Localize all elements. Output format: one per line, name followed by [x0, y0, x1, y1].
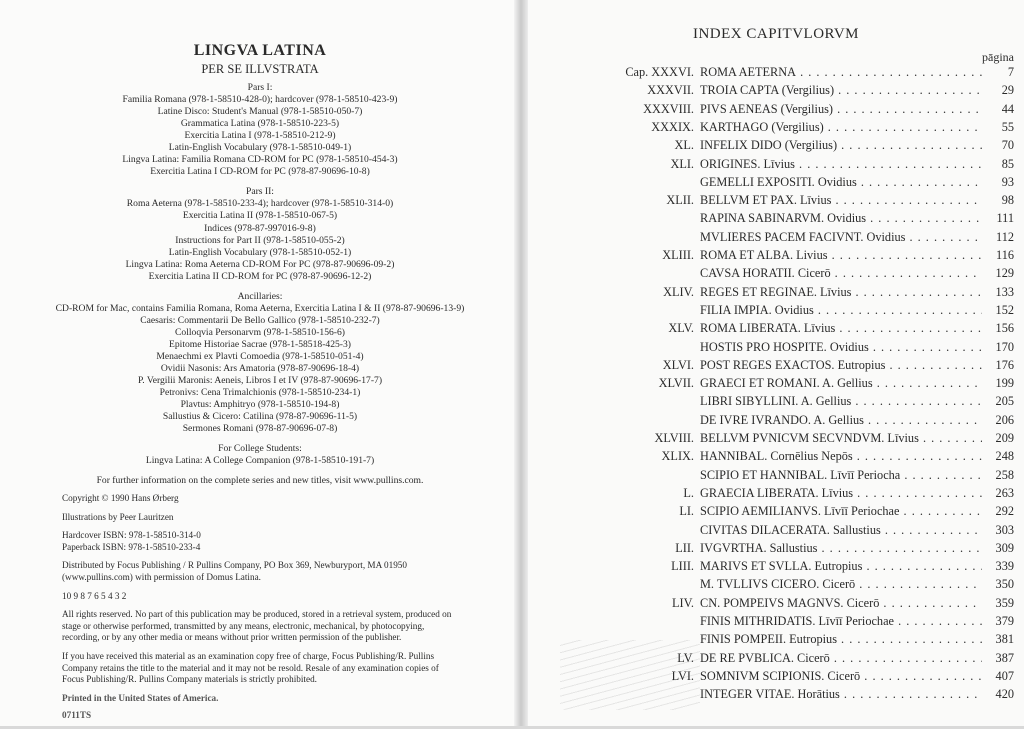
chapter-page: 206 — [995, 412, 1014, 427]
index-row — [528, 285, 1024, 305]
catalog-gap — [0, 283, 520, 291]
index-row — [528, 230, 1024, 250]
chapter-page: 199 — [995, 376, 1014, 391]
catalog-line: Lingva Latina: A College Companion (978-1-58510-191-7) — [145, 455, 375, 467]
catalog-gap — [0, 178, 520, 186]
catalog-line: Instructions for Part II (978-1-58510-055-2) — [175, 234, 345, 246]
chapter-title: FILIA IMPIA. Ovidius . . . — [700, 303, 982, 318]
index-row — [528, 102, 1024, 122]
catalog-line: Exercitia Latina II (978-1-58510-067-5) — [182, 210, 338, 222]
catalog-gap — [0, 435, 520, 443]
chapter-number: LV. — [677, 650, 694, 665]
index-row — [528, 614, 1024, 634]
index-row — [528, 394, 1024, 414]
chapter-number: Cap. XXXVI. — [625, 65, 694, 79]
chapter-page: 29 — [1001, 83, 1014, 98]
chapter-number: XLIII. — [662, 248, 694, 262]
index-row — [528, 577, 1024, 597]
chapter-title: GRAECIA LIBERATA. Līvius . . . — [700, 486, 982, 501]
chapter-title: DE RE PVBLICA. Cicerō . . . — [700, 651, 982, 666]
chapter-title: ROMA LIBERATA. Līvius . . . — [700, 321, 982, 336]
catalog-line: Familia Romana (978-1-58510-428-0); hardcover (978-1-58510-423-9) — [122, 94, 398, 106]
catalog-line: Exercitia Latina II CD-ROM for PC (978-87-90696-12-2) — [148, 270, 372, 282]
chapter-number: XLIX. — [661, 449, 694, 464]
catalog-line: Exercitia Latina I CD-ROM for PC (978-87-90696-10-8) — [150, 166, 370, 178]
chapter-page: 258 — [995, 467, 1014, 482]
chapter-number: XLVII. — [658, 376, 694, 391]
chapter-title: FINIS POMPEII. Eutropius . . . — [700, 632, 982, 647]
chapter-page: 156 — [995, 321, 1014, 336]
chapter-title: POST REGES EXACTOS. Eutropius . . . — [700, 358, 982, 373]
illustrations-line: Illustrations by Peer Lauritzen — [62, 511, 174, 522]
catalog-line: Pars II: — [246, 186, 274, 198]
chapter-page: 85 — [1001, 156, 1014, 171]
index-row — [528, 65, 1024, 85]
chapter-page: 359 — [995, 595, 1014, 610]
chapter-title: SCIPIO ET HANNIBAL. Līvīī Periocha . . . — [700, 468, 982, 483]
chapter-page: 209 — [995, 431, 1014, 445]
catalog-line: Pars I: — [247, 82, 273, 93]
chapter-page: 112 — [996, 229, 1014, 244]
catalog-line: Latin-English Vocabulary (978-1-58510-052-1) — [168, 246, 352, 258]
chapter-page: 111 — [996, 211, 1014, 226]
catalog-line: Petronivs: Cena Trimalchionis (978-1-58510-234-1) — [159, 387, 361, 399]
chapter-number: XXXVII. — [647, 83, 694, 98]
catalog-list — [0, 82, 520, 487]
series-subtitle: PER SE ILLVSTRATA — [201, 62, 319, 76]
index-row — [528, 321, 1024, 341]
index-row — [528, 157, 1024, 177]
index-row — [528, 596, 1024, 616]
catalog-line: For College Students: — [218, 443, 302, 455]
chapter-page: 303 — [995, 522, 1014, 537]
chapter-number: LII. — [675, 540, 694, 555]
catalog-line: Colloqvia Personarvm (978-1-58510-156-6) — [175, 326, 345, 338]
chapter-title: FINIS MITHRIDATIS. Līvīī Periochae . . . — [700, 614, 982, 629]
chapter-page: 309 — [995, 540, 1014, 555]
isbn-hardcover: Hardcover ISBN: 978-1-58510-314-0 — [62, 530, 201, 541]
chapter-title: ORIGINES. Līvius . . . — [700, 157, 982, 172]
chapter-title: TROIA CAPTA (Vergilius) . . . — [700, 83, 982, 98]
chapter-page: 339 — [995, 559, 1014, 574]
catalog-line: Latine Disco: Student's Manual (978-1-58510-050-7) — [157, 106, 363, 118]
catalog-line: Indices (978-87-997016-9-8) — [204, 222, 316, 234]
index-row — [528, 413, 1024, 433]
index-row — [528, 449, 1024, 469]
index-row — [528, 468, 1024, 488]
chapter-page: 44 — [1001, 101, 1014, 116]
index-row — [528, 376, 1024, 396]
chapter-title: ROMA AETERNA . . . — [700, 65, 982, 80]
index-row — [528, 138, 1024, 158]
catalog-line: Caesaris: Commentarii De Bello Gallico (978-1-58510-232-7) — [140, 314, 380, 326]
chapter-page: 407 — [995, 668, 1014, 683]
index-row — [528, 193, 1024, 213]
chapter-page: 420 — [995, 687, 1014, 702]
chapter-page: 170 — [995, 339, 1014, 354]
index-row — [528, 486, 1024, 506]
catalog-line: Plavtus: Amphitryo (978-1-58510-194-8) — [180, 399, 340, 411]
chapter-title: INTEGER VITAE. Horātius . . . — [700, 687, 982, 702]
catalog-line: Grammatica Latina (978-1-58510-223-5) — [180, 118, 340, 130]
printing-line: 10 9 8 7 6 5 4 3 2 — [62, 590, 127, 601]
index-row — [528, 211, 1024, 231]
index-row — [528, 83, 1024, 103]
chapter-page: 70 — [1001, 138, 1014, 153]
index-row — [528, 431, 1024, 451]
chapter-page: 116 — [996, 248, 1014, 262]
chapter-page: 152 — [995, 302, 1014, 317]
chapter-number: XLIV. — [663, 284, 694, 299]
chapter-title: PIVS AENEAS (Vergilius) . . . — [700, 102, 982, 117]
chapter-number: LIII. — [671, 559, 694, 574]
index-heading: INDEX CAPITVLORVM — [692, 26, 860, 42]
chapter-number: XLII. — [666, 193, 694, 208]
copyright-line: Copyright © 1990 Hans Ørberg — [62, 493, 179, 503]
chapter-number: L. — [683, 485, 694, 500]
chapter-title: HANNIBAL. Cornēlius Nepōs . . . — [700, 449, 982, 464]
catalog-line: Sermones Romani (978-87-90696-07-8) — [182, 423, 338, 435]
pagina-label: pāgina — [982, 50, 1014, 64]
chapter-title: KARTHAGO (Vergilius) . . . — [700, 120, 982, 135]
chapter-number: XLVIII. — [654, 431, 694, 445]
rights-notice: All rights reserved. No part of this publication may be produced, stored in a retrieval system, produced on stage or otherwise performed, transmitted by any means, electronic, mechanical, by photocopying, recording, or by any other media or means without prior written permission of the publisher. — [62, 609, 452, 643]
chapter-title: CN. POMPEIVS MAGNVS. Cicerō . . . — [700, 596, 982, 611]
chapter-title: CIVITAS DILACERATA. Sallustius . . . — [700, 523, 982, 538]
chapter-page: 205 — [995, 394, 1014, 409]
chapter-page: 55 — [1001, 119, 1014, 134]
chapter-number: LIV. — [672, 595, 694, 610]
chapter-number: XL. — [674, 138, 694, 153]
printed-in: Printed in the United States of America. — [62, 692, 219, 703]
catalog-line: Ovidii Nasonis: Ars Amatoria (978-87-90696-18-4) — [160, 363, 360, 375]
chapter-page: 93 — [1001, 174, 1014, 189]
chapter-page: 129 — [995, 266, 1014, 281]
catalog-line: Ancillaries: — [237, 290, 283, 302]
isbn-paperback: Paperback ISBN: 978-1-58510-233-4 — [62, 541, 201, 552]
chapter-title: DE IVRE IVRANDO. A. Gellius . . . — [700, 413, 982, 428]
catalog-line: Lingva Latina: Roma Aeterna CD-ROM For PC (978-87-90696-09-2) — [125, 258, 395, 270]
chapter-page: 379 — [995, 614, 1014, 628]
chapter-title: RAPINA SABINARVM. Ovidius . . . — [700, 211, 982, 226]
chapter-number: XLI. — [670, 156, 694, 171]
index-row — [528, 541, 1024, 561]
chapter-title: M. TVLLIVS CICERO. Cicerō . . . — [700, 577, 982, 592]
distributed-by: Distributed by Focus Publishing / R Pullins Company, PO Box 369, Newburyport, MA 01950 (www.pullins.com) with permission of Domus Latina. — [62, 560, 407, 582]
index-row — [528, 340, 1024, 360]
index-row — [528, 523, 1024, 543]
chapter-number: LVI. — [671, 668, 694, 683]
chapter-title: CAVSA HORATII. Cicerō . . . — [700, 266, 982, 281]
catalog-line: CD-ROM for Mac, contains Familia Romana, Roma Aeterna, Exercitia Latina I & II (978-87-90696-13-9) — [55, 302, 465, 314]
chapter-title: INFELIX DIDO (Vergilius) . . . — [700, 138, 982, 153]
chapter-title: SOMNIVM SCIPIONIS. Cicerō . . . — [700, 669, 982, 684]
catalog-line: Latin-English Vocabulary (978-1-58510-049-1) — [168, 142, 352, 154]
chapter-number: XXXVIII. — [643, 101, 694, 116]
chapter-page: 350 — [995, 577, 1014, 592]
exam-copy-notice: If you have received this material as an examination copy free of charge, Focus Publishing/R. Pullins Company retains the title to the material and it may not be resold. Resale of any examination copies of Focus Publishing/R. Pullins Company materials is strictly prohibited. — [62, 650, 439, 685]
copyright-block — [62, 493, 462, 729]
catalog-line: P. Vergilii Maronis: Aeneis, Libros I et IV (978-87-90696-17-7) — [137, 375, 383, 387]
catalog-line: Exercitia Latina I (978-1-58510-212-9) — [184, 130, 336, 142]
chapter-page: 292 — [995, 504, 1014, 519]
chapter-number: XLV. — [668, 321, 694, 336]
chapter-page: 387 — [995, 650, 1014, 665]
chapter-page: 263 — [995, 485, 1014, 500]
catalog-line: Lingva Latina: Familia Romana CD-ROM for PC (978-1-58510-454-3) — [122, 154, 398, 166]
chapter-title: REGES ET REGINAE. Līvius . . . — [700, 285, 982, 300]
chapter-title: BELLVM PVNICVM SECVNDVM. Līvius . . . — [700, 431, 982, 446]
chapter-page: 7 — [1007, 65, 1014, 79]
catalog-line: Sallustius & Cicero: Catilina (978-87-90696-11-5) — [162, 411, 358, 423]
chapter-page: 98 — [1001, 193, 1014, 208]
index-row — [528, 504, 1024, 524]
catalog-line: Roma Aeterna (978-1-58510-233-4); hardcover (978-1-58510-314-0) — [126, 198, 394, 210]
chapter-title: IVGVRTHA. Sallustius . . . — [700, 541, 982, 556]
catalog-line: Menaechmi ex Plavti Comoedia (978-1-58510-051-4) — [156, 350, 364, 362]
chapter-number: LI. — [679, 504, 694, 519]
catalog-line: For further information on the complete series and new titles, visit www.pullins.com. — [96, 475, 424, 487]
index-row — [528, 358, 1024, 378]
chapter-number: XLVI. — [662, 357, 694, 372]
index-row — [528, 559, 1024, 579]
chapter-title: MVLIERES PACEM FACIVNT. Ovidius . . . — [700, 230, 982, 245]
index-row — [528, 303, 1024, 323]
chapter-title: BELLVM ET PAX. Līvius . . . — [700, 193, 982, 208]
chapter-title: GEMELLI EXPOSITI. Ovidius . . . — [700, 175, 982, 190]
faded-stamp — [560, 640, 700, 710]
chapter-page: 133 — [995, 284, 1014, 299]
index-row — [528, 248, 1024, 268]
index-row — [528, 266, 1024, 286]
chapter-page: 176 — [995, 357, 1014, 372]
chapter-title: MARIVS ET SVLLA. Eutropius . . . — [700, 559, 982, 574]
catalog-gap — [0, 467, 520, 475]
chapter-number: XXXIX. — [651, 119, 694, 134]
catalog-line: Epitome Historiae Sacrae (978-1-58518-425-3) — [169, 338, 351, 350]
print-code: 0711TS — [62, 710, 92, 721]
chapter-page: 381 — [995, 632, 1014, 647]
chapter-page: 248 — [995, 449, 1014, 464]
chapter-title: HOSTIS PRO HOSPITE. Ovidius . . . — [700, 340, 982, 355]
chapter-title: LIBRI SIBYLLINI. A. Gellius . . . — [700, 394, 982, 409]
index-row — [528, 175, 1024, 195]
chapter-title: SCIPIO AEMILIANVS. Līvīī Periochae . . . — [700, 504, 982, 519]
series-title: LINGVA LATINA — [193, 42, 327, 59]
chapter-title: GRAECI ET ROMANI. A. Gellius . . . — [700, 376, 982, 391]
index-row — [528, 120, 1024, 140]
chapter-title: ROMA ET ALBA. Livius . . . — [700, 248, 982, 263]
